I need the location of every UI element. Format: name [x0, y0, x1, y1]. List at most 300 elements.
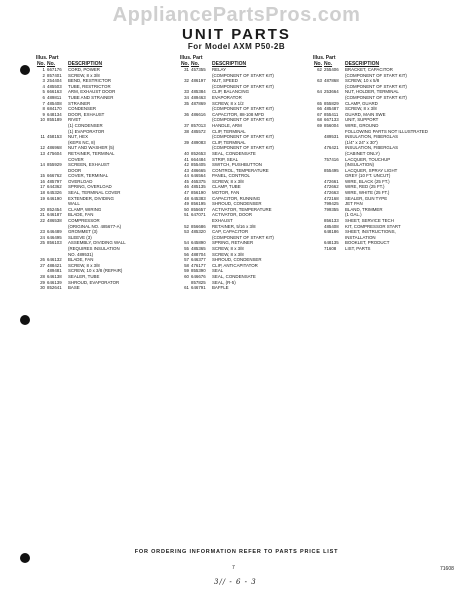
- part-description: CONTROL, TEMPERATURE: [212, 167, 269, 173]
- part-number: 648186: [324, 229, 339, 235]
- header-illus: Illus. Part: [180, 55, 203, 61]
- part-description: SEAL, CONDENSATE: [212, 273, 256, 279]
- part-description: SCREW, 8 x 3/8: [212, 246, 244, 251]
- part-description: (COMPONENT OF START KIT): [212, 106, 274, 112]
- model-subtitle: For Model AXM P50-2B: [187, 42, 286, 51]
- part-number: 472168: [324, 195, 339, 201]
- ref-number: 47: [184, 190, 189, 196]
- ref-number: 8: [42, 106, 45, 112]
- ref-number: 25: [40, 240, 45, 246]
- part-description: KIT, COMPRESSOR START: [345, 223, 401, 229]
- part-description: (REQUIRES INSULATION: [68, 246, 120, 251]
- parts-column-3: [313, 55, 441, 252]
- part-description: WIRE, GROUND: [345, 122, 379, 128]
- part-number: 644362: [47, 184, 62, 190]
- ref-number: 57: [184, 257, 189, 263]
- part-number: 855405: [191, 162, 206, 168]
- ref-number: 9: [42, 111, 45, 117]
- ref-number: 40: [184, 150, 189, 156]
- part-description: (COMPONENT OF START KIT): [212, 83, 274, 89]
- ref-number: 52: [184, 223, 189, 229]
- part-description: STRIP, SEAL: [212, 156, 239, 162]
- ref-number: 20: [40, 206, 45, 212]
- part-number: 476421: [324, 145, 339, 151]
- ref-number: 4: [42, 83, 45, 89]
- part-number: 648134: [47, 111, 62, 117]
- part-number: 664484: [191, 156, 206, 162]
- part-description: SCREW, 8 x 3/8: [212, 178, 244, 184]
- part-number: 856686: [191, 223, 206, 229]
- ref-number: 36: [184, 111, 189, 117]
- column-header: [180, 55, 306, 67]
- part-number: 799425: [324, 201, 339, 207]
- part-description: CLIP, ANTICAPITATOR: [212, 262, 258, 268]
- part-description: ASSEMBLY, DIVIDING WALL: [68, 240, 126, 246]
- part-description: (COMPONENT OF START KIT): [212, 72, 274, 78]
- ref-number: 61: [184, 285, 189, 291]
- part-number: 485487: [324, 106, 339, 112]
- header-description: DESCRIPTION: [68, 61, 103, 67]
- part-number: 486665: [191, 167, 206, 173]
- part-description: SCREEN, EXHAUST: [68, 162, 110, 168]
- ref-number: 50: [184, 206, 189, 212]
- ref-number: 15: [40, 173, 45, 179]
- part-number: 857401: [47, 72, 62, 78]
- part-number: 666762: [47, 173, 62, 179]
- ref-number: 49: [184, 201, 189, 207]
- header-illus: Illus. Part: [36, 55, 59, 61]
- part-number: 485320: [191, 229, 206, 235]
- part-description: BRACKET, CAPACITOR: [345, 67, 393, 72]
- part-number: 856004: [324, 122, 339, 128]
- part-number: 646377: [191, 257, 206, 263]
- part-description: SEAL, (R-5): [212, 279, 236, 285]
- part-description: SHEET, INSTRUCTIONS,: [345, 229, 396, 235]
- part-description: BAFFLE: [212, 285, 229, 291]
- part-description: (COMPONENT OF START KIT): [212, 234, 274, 240]
- part-number: 472663: [324, 190, 339, 196]
- part-description: SHROUD, EVAPORATOR: [68, 279, 120, 285]
- part-number: 472662: [324, 184, 339, 190]
- part-description: CAPACITOR, 88-108 MFD: [212, 111, 265, 117]
- part-number: 489083: [191, 139, 206, 145]
- part-description: SCREW, 8 x 3/8: [212, 251, 244, 257]
- part-description: DOOR: [68, 167, 82, 173]
- part-number: 855390: [191, 268, 206, 274]
- part-description: (INSULATION): [345, 162, 374, 168]
- part-number: 255406: [324, 67, 339, 72]
- part-number: 485384: [191, 89, 206, 95]
- part-description: BLADE, FAN: [68, 257, 94, 263]
- part-number: 857825: [191, 279, 206, 285]
- part-description: INSULATION, FIBERGLAS: [345, 134, 399, 140]
- part-description: LIST, PARTS: [345, 246, 371, 251]
- ref-number: 59: [184, 268, 189, 274]
- ref-number: 28: [40, 273, 45, 279]
- part-description: (CABINET ONLY): [345, 150, 380, 156]
- part-description: (KEPS NC, 8): [68, 139, 96, 145]
- part-description: WALL: [68, 201, 80, 207]
- ref-number: 33: [184, 89, 189, 95]
- ref-number: 60: [184, 273, 189, 279]
- ref-number: 14: [40, 162, 45, 168]
- ref-number: 30: [40, 285, 45, 291]
- part-description: SEAL, TERMINAL COVER: [68, 190, 121, 196]
- part-number: 646495: [47, 234, 62, 240]
- part-description: PANEL, CONTROL: [212, 173, 250, 179]
- part-number: 667176: [47, 67, 62, 72]
- part-number: 489481: [47, 268, 62, 274]
- part-number: 489463: [191, 94, 206, 100]
- part-description: (COMPONENT OF START KIT): [345, 94, 407, 100]
- ref-number: 7: [42, 100, 45, 106]
- part-number: 486616: [191, 111, 206, 117]
- part-description: (COMPONENT OF START KIT): [212, 134, 274, 140]
- ref-number: 67: [317, 111, 322, 117]
- part-number: 487869: [191, 100, 206, 106]
- ref-number: 6: [42, 94, 45, 100]
- part-description: BLAND, TRIMMER: [345, 206, 383, 212]
- parts-row: [36, 285, 164, 291]
- part-description: CAP, CAPACITOR: [212, 229, 249, 235]
- ref-number: 18: [40, 190, 45, 196]
- part-description: CONDENSER: [68, 106, 97, 112]
- part-description: NUT AND WASHER (5): [68, 145, 115, 151]
- part-number: 489531: [324, 134, 339, 140]
- ref-number: 26: [40, 257, 45, 263]
- ref-number: 31: [184, 67, 189, 72]
- parts-list: [313, 67, 441, 252]
- ref-number: 11: [40, 134, 45, 140]
- ref-number: 63: [317, 78, 322, 84]
- header-ref: No.: [313, 61, 322, 67]
- ref-number: 58: [184, 262, 189, 268]
- part-description: SCREW, 8 x 1/2: [212, 100, 244, 106]
- part-number: 488421: [47, 262, 62, 268]
- parts-column-2: [180, 55, 306, 291]
- part-number: 646190: [47, 195, 62, 201]
- ref-number: 53: [184, 229, 189, 235]
- part-description: BOOKLET, PRODUCT: [345, 240, 390, 246]
- part-description: STRAINER: [68, 100, 91, 106]
- ref-number: 45: [184, 178, 189, 184]
- part-description: FOLLOWING PARTS NOT ILLUSTRATED: [345, 128, 428, 134]
- part-description: COVER, TERMINAL: [68, 173, 109, 179]
- ref-number: 62: [317, 67, 322, 72]
- part-number: 855829: [324, 100, 339, 106]
- part-number: 645326: [47, 190, 62, 196]
- ref-number: 69: [317, 122, 322, 128]
- parts-row: [313, 246, 441, 252]
- part-number: 476177: [191, 262, 206, 268]
- part-description: SEAL: [212, 268, 224, 274]
- part-description: RIVET: [68, 117, 81, 123]
- part-description: COMPRESSOR: [68, 218, 100, 224]
- part-description: SCREW, 8 x 3/8: [345, 106, 377, 112]
- header-part: No.: [324, 61, 333, 67]
- part-number: 856190: [191, 190, 206, 196]
- part-description: GROMMET (3): [68, 229, 98, 235]
- part-description: (COMPONENT OF START KIT): [212, 145, 274, 151]
- handwritten-note: 3// - 6 - 3: [214, 578, 257, 586]
- part-number: 646139: [47, 279, 62, 285]
- ref-number: 17: [40, 184, 45, 190]
- part-number: 486197: [191, 78, 206, 84]
- parts-row: [180, 285, 306, 291]
- part-description: (1/4" x 24" x 30"): [345, 139, 378, 145]
- part-description: SCREW, 10 x 3/8 (REPAIR): [68, 268, 123, 274]
- part-description: TUBE, RESTRICTOR: [68, 83, 111, 89]
- ref-number: 39: [184, 139, 189, 145]
- part-description: WIRE, WHITE (25 FT.): [345, 190, 390, 196]
- part-number: 646138: [47, 273, 62, 279]
- part-description: SCREW, 10 x 5/8: [345, 78, 380, 84]
- header-description: DESCRIPTION: [345, 61, 380, 67]
- page-title: UNIT PARTS: [182, 26, 291, 43]
- part-description: (COMPONENT OF START KIT): [345, 83, 407, 89]
- part-number: 645890: [191, 240, 206, 246]
- part-description: UNIT, SUPPORT: [345, 117, 379, 123]
- ref-number: 10: [40, 117, 45, 123]
- parts-list: [36, 67, 164, 291]
- part-number: 646676: [191, 273, 206, 279]
- part-description: CLIP, TERMINAL: [212, 128, 246, 134]
- part-number: 856133: [324, 218, 339, 224]
- part-description: TUBE AND STRAINER: [68, 94, 114, 100]
- part-description: (1) CONDENSER: [68, 122, 103, 128]
- part-description: OVERLOAD: [68, 178, 93, 184]
- part-number: 646187: [47, 212, 62, 218]
- part-description: COVER: [68, 156, 84, 162]
- part-number: 489811: [47, 94, 62, 100]
- ref-number: 64: [317, 89, 322, 95]
- part-description: JET PAN: [345, 201, 363, 207]
- ref-number: 44: [184, 173, 189, 179]
- part-number: 799355: [324, 206, 339, 212]
- ref-number: 43: [184, 167, 189, 173]
- part-number: 857013: [191, 122, 206, 128]
- part-number: 667133: [324, 117, 339, 123]
- ref-number: 21: [40, 212, 45, 218]
- part-number: 852653: [191, 150, 206, 156]
- ref-number: 12: [40, 145, 45, 151]
- part-description: SEALER, GUN TYPE: [345, 195, 388, 201]
- ref-number: 13: [40, 150, 45, 156]
- part-number: 485797: [47, 178, 62, 184]
- part-description: CLIP, BALANCING: [212, 89, 250, 95]
- header-part: No.: [191, 61, 200, 67]
- part-description: CAPACITOR, RUNNING: [212, 195, 261, 201]
- part-description: SCREW, 8 x 3/8: [68, 262, 100, 268]
- part-number: 253664: [324, 89, 339, 95]
- ref-number: 24: [40, 234, 45, 240]
- part-number: 684170: [47, 106, 62, 112]
- part-description: HANDLE, ARM: [212, 122, 242, 128]
- part-number: 855495: [324, 167, 339, 173]
- column-header: [313, 55, 441, 67]
- part-description: SEAL, CONDENSATE: [212, 150, 256, 156]
- ref-number: 38: [184, 128, 189, 134]
- ref-number: 35: [184, 100, 189, 106]
- ref-number: 42: [184, 162, 189, 168]
- part-number: 646564: [191, 173, 206, 179]
- part-number: 458153: [47, 134, 62, 140]
- part-description: MOTOR, FAN: [212, 190, 240, 196]
- part-description: SEALER, TUBE: [68, 273, 100, 279]
- part-number: 645383: [191, 195, 206, 201]
- part-number: 856195: [191, 201, 206, 207]
- part-number: 485135: [191, 184, 206, 190]
- part-number: 646132: [47, 257, 62, 263]
- ref-number: 29: [40, 279, 45, 285]
- part-description: SPRING, OVERLOAD: [68, 184, 112, 190]
- ref-number: 34: [184, 94, 189, 100]
- part-number: 666163: [47, 89, 62, 95]
- part-description: CLAMP, WIRING: [68, 206, 102, 212]
- part-description: RELAY: [212, 67, 227, 72]
- part-number: 472661: [324, 178, 339, 184]
- part-description: EXTENDER, DIVIDING: [68, 195, 114, 201]
- ref-number: 51: [184, 212, 189, 218]
- part-description: SHROUD, CONDENSER: [212, 257, 262, 263]
- part-number: 648135: [324, 240, 339, 246]
- part-description: NUT, HOLDER, TERMINAL: [345, 89, 399, 95]
- binder-hole: [20, 315, 30, 325]
- part-description: LACQUER, SPRAY LIGHT: [345, 167, 398, 173]
- part-description: DOOR, EXHAUST: [68, 111, 105, 117]
- part-description: (COMPONENT OF START KIT): [212, 117, 274, 123]
- part-description: EXHAUST: [212, 218, 233, 224]
- ref-number: 1: [42, 67, 45, 72]
- ref-number: [313, 246, 324, 252]
- part-description: BASE: [68, 285, 80, 291]
- part-number: 457355: [191, 67, 206, 72]
- ref-number: 22: [40, 218, 45, 224]
- part-number: 465375: [191, 178, 206, 184]
- part-description: GREY (10 FT. UNCUT): [345, 173, 391, 179]
- part-description: CLIP, TERMINAL: [212, 139, 246, 145]
- part-description: (COMPONENT OF START KIT): [345, 72, 407, 78]
- ref-number: 66: [317, 106, 322, 112]
- ref-number: 41: [184, 156, 189, 162]
- binder-hole: [20, 65, 30, 75]
- part-number: 254404: [47, 78, 62, 84]
- ref-number: 23: [40, 229, 45, 235]
- header-illus: Illus. Part: [313, 55, 336, 61]
- part-description: NUT, HEX: [68, 134, 89, 140]
- part-number: 855929: [47, 162, 62, 168]
- part-number: 855189: [47, 117, 62, 123]
- part-description: ACTIVATOR, DOOR: [212, 212, 253, 218]
- part-description: SPRING, RETAINER: [212, 240, 254, 246]
- part-number: 856103: [47, 240, 62, 246]
- ref-number: 46: [184, 184, 189, 190]
- ref-number: 2: [42, 72, 45, 78]
- ref-number: 27: [40, 262, 45, 268]
- parts-column-1: [36, 55, 164, 291]
- part-number: 71608: [324, 246, 337, 251]
- part-description: SHEET, SERVICE TECH: [345, 218, 394, 224]
- ref-number: 3: [42, 78, 45, 84]
- part-description: RETAINER, 5/16 x 3/8: [212, 223, 256, 229]
- header-ref: No.: [36, 61, 45, 67]
- part-number: 485408: [47, 100, 62, 106]
- part-description: NUT, SPEED: [212, 78, 238, 84]
- part-number: 486538: [47, 218, 62, 224]
- part-number: 488704: [191, 251, 206, 257]
- ref-number: 55: [184, 246, 189, 251]
- part-description: GUARD, MAIN SWE: [345, 111, 386, 117]
- part-description: WIRE, BLACK (25 FT.): [345, 178, 390, 184]
- ref-number: 5: [42, 89, 45, 95]
- ref-number: 54: [184, 240, 189, 246]
- page-number: 7: [232, 565, 235, 571]
- parts-list: [180, 67, 306, 291]
- part-description: SCREW, 8 x 3/8: [68, 72, 100, 78]
- part-description: CORD, POWER: [68, 67, 100, 72]
- part-description: WIRE, RED (25 FT.): [345, 184, 385, 190]
- header-part: No.: [47, 61, 56, 67]
- column-header: [36, 55, 164, 67]
- ref-number: 68: [317, 117, 322, 123]
- header-description: DESCRIPTION: [212, 61, 247, 67]
- part-description: RETAINER, TERMINAL: [68, 150, 115, 156]
- part-description: (1 GAL.): [345, 212, 362, 218]
- part-number: 646489: [47, 229, 62, 235]
- part-description: EVAPORATOR: [212, 94, 242, 100]
- part-description: NO. 489531): [68, 251, 94, 257]
- part-description: (ORIGINAL NO. 485677-A): [68, 223, 122, 229]
- part-description: ACTIVATOR, TEMPERATURE: [212, 206, 272, 212]
- part-number: 852454: [47, 206, 62, 212]
- part-description: BEND, RESTRICTOR: [68, 78, 112, 84]
- part-description: INSULATION, FIBERGLAS: [345, 145, 399, 151]
- part-description: LACQUER, TOUCHUP: [345, 156, 391, 162]
- part-description: ARM, EXHAUST DOOR: [68, 89, 116, 95]
- ref-number: 16: [40, 178, 45, 184]
- part-number: 487868: [324, 78, 339, 84]
- part-number: 485365: [191, 246, 206, 251]
- part-number: 485408: [324, 223, 339, 229]
- ordering-note: FOR ORDERING INFORMATION REFER TO PARTS PRICE LIST: [134, 549, 339, 555]
- part-description: SHROUD, CONDENSER: [212, 201, 262, 207]
- header-ref: No.: [180, 61, 189, 67]
- part-description: CLAMP, GUARD: [345, 100, 378, 106]
- ref-number: 65: [317, 100, 322, 106]
- part-number: 486968: [47, 145, 62, 151]
- part-number: 855657: [191, 206, 206, 212]
- ref-number: 37: [184, 122, 189, 128]
- part-description: INSTALLATION: [345, 234, 376, 240]
- part-number: 855411: [324, 111, 339, 117]
- ref-number: 19: [40, 195, 45, 201]
- part-number: 485572: [191, 128, 206, 134]
- part-number: 475604: [47, 150, 62, 156]
- part-description: BLADE, FAN: [68, 212, 94, 218]
- part-number: 485503: [47, 83, 62, 89]
- part-description: SLEEVE (3): [68, 234, 92, 240]
- part-description: SWITCH, PUSHBUTTON: [212, 162, 262, 168]
- watermark: AppliancePartsPros.com: [112, 4, 361, 26]
- ref-number: 48: [184, 195, 189, 201]
- part-number: 647071: [191, 212, 206, 218]
- ref-number: 32: [184, 78, 189, 84]
- part-description: CLAMP, TUBE: [212, 184, 241, 190]
- part-description: (1) EVAPORATOR: [68, 128, 105, 134]
- part-number: 852641: [47, 285, 62, 291]
- part-number: 757416: [324, 156, 339, 162]
- form-number: 71608: [440, 566, 454, 572]
